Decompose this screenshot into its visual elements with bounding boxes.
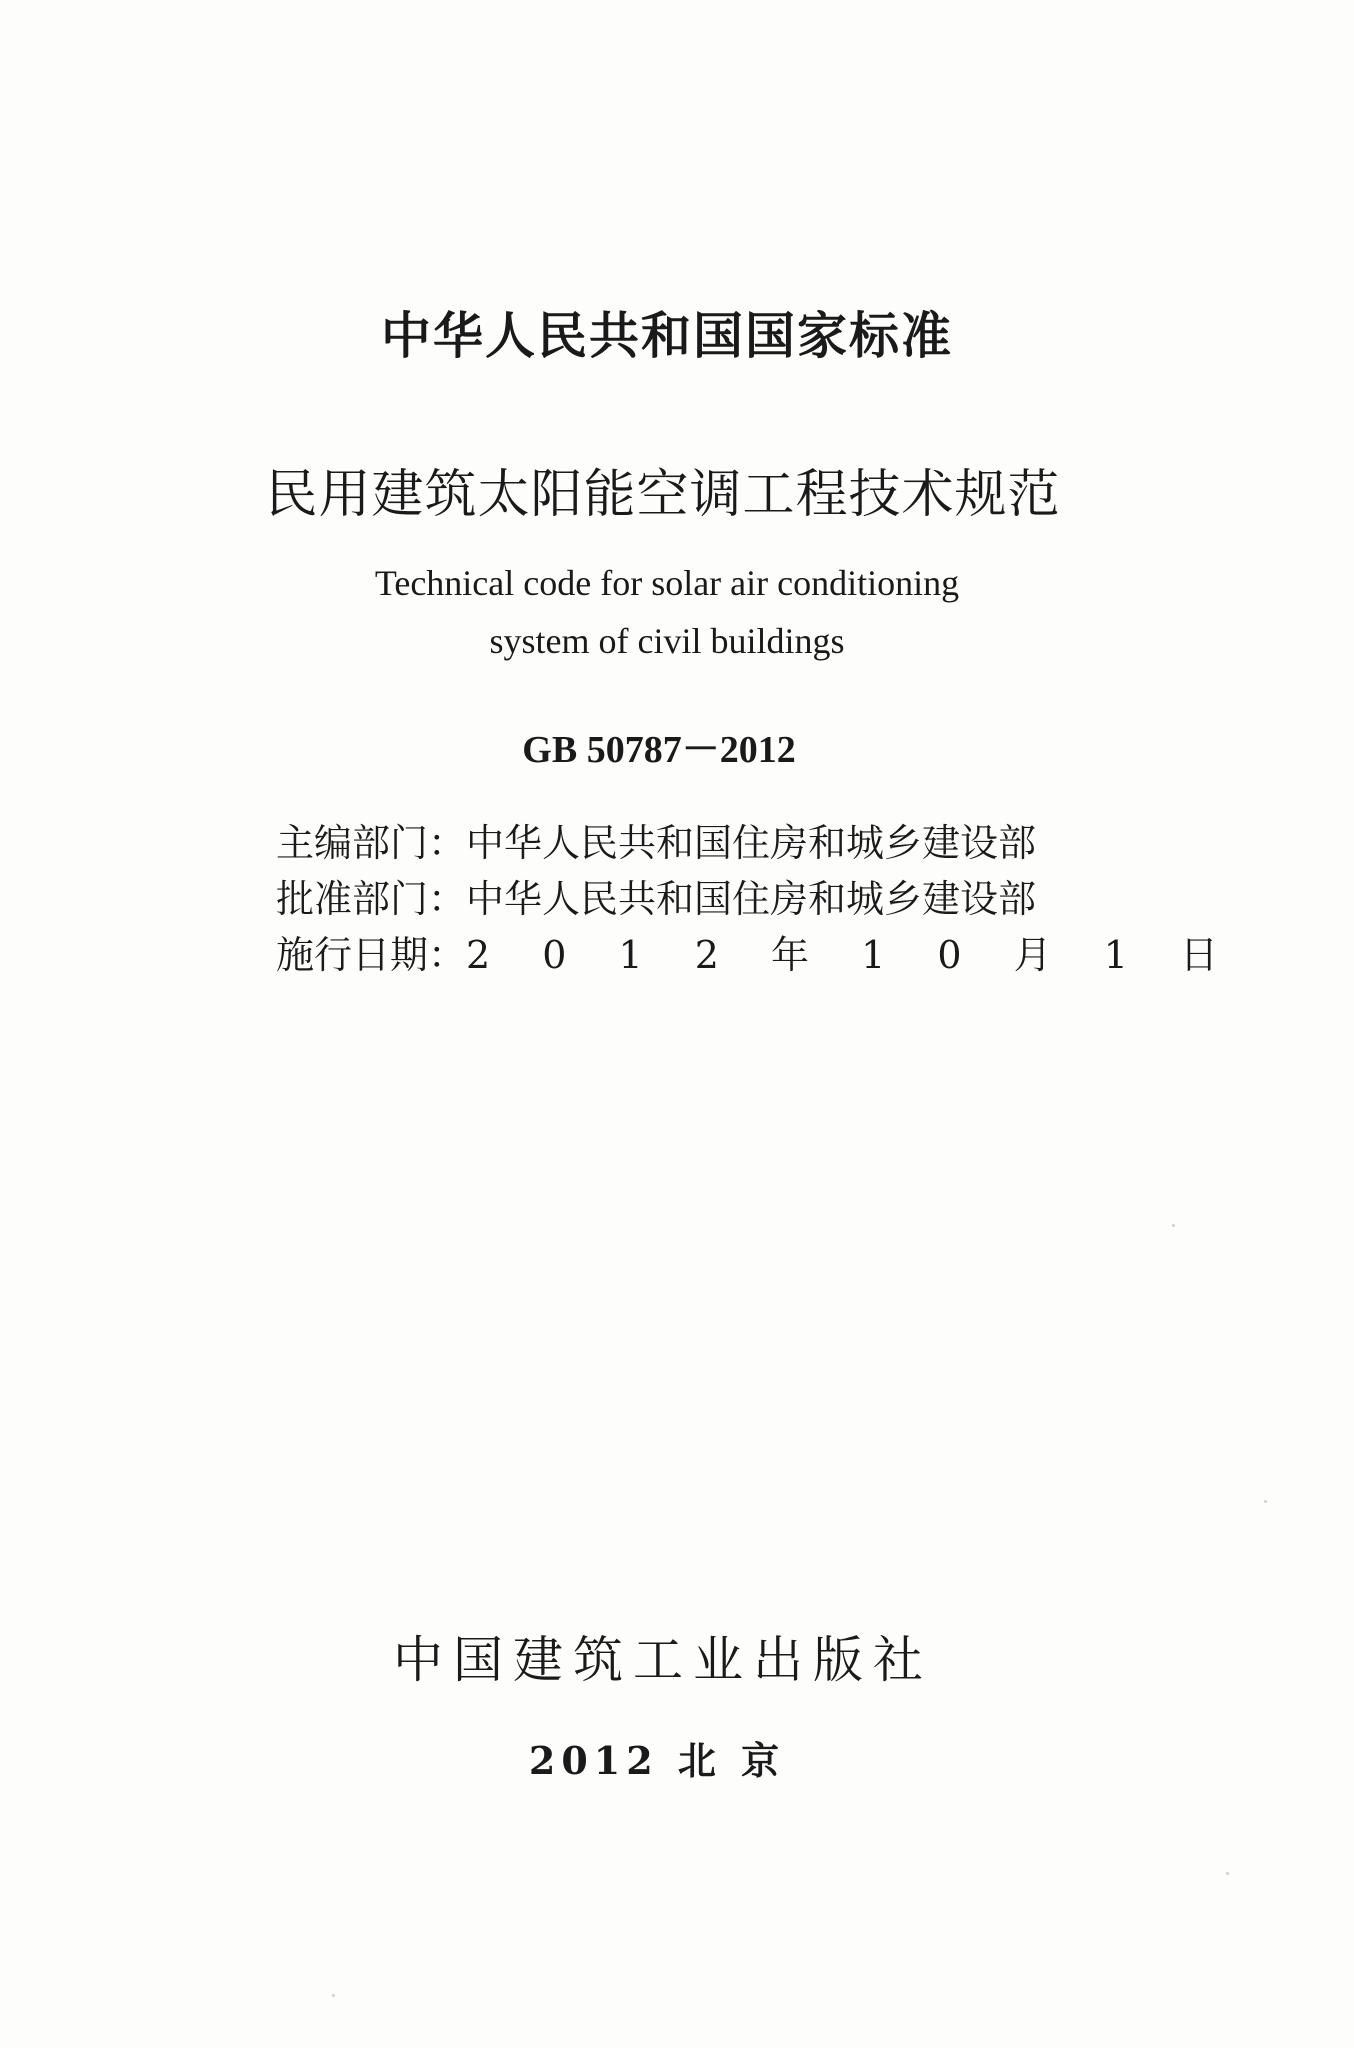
effective-date-row [276, 924, 1238, 979]
approval-label: 批准部门： [276, 877, 467, 921]
effective-date-label: 施行日期： [276, 933, 467, 977]
english-title-line-1: Technical code for solar air conditioning [374, 563, 960, 603]
approval-row [276, 868, 1036, 923]
english-title-line-2: system of civil buildings [489, 621, 845, 661]
standard-header: 中华人民共和国国家标准 [381, 307, 953, 365]
scan-speck [1172, 1224, 1175, 1227]
chief-editor-value: 中华人民共和国住房和城乡建设部 [466, 821, 1037, 865]
scan-speck [1226, 1872, 1229, 1875]
publication-year-place: 2012 北 京 [528, 1738, 786, 1783]
effective-date-value: 2 0 1 2 年 1 0 月 1 日 [466, 933, 1238, 977]
publisher-name: 中国建筑工业出版社 [393, 1631, 933, 1689]
approval-value: 中华人民共和国住房和城乡建设部 [466, 877, 1037, 921]
chief-editor-row [276, 812, 1036, 867]
scan-speck [332, 1994, 335, 1997]
chief-editor-label: 主编部门： [276, 821, 467, 865]
standard-code: GB 50787－2012 [522, 729, 796, 771]
scan-speck [1264, 1500, 1267, 1503]
chinese-title: 民用建筑太阳能空调工程技术规范 [265, 465, 1061, 525]
